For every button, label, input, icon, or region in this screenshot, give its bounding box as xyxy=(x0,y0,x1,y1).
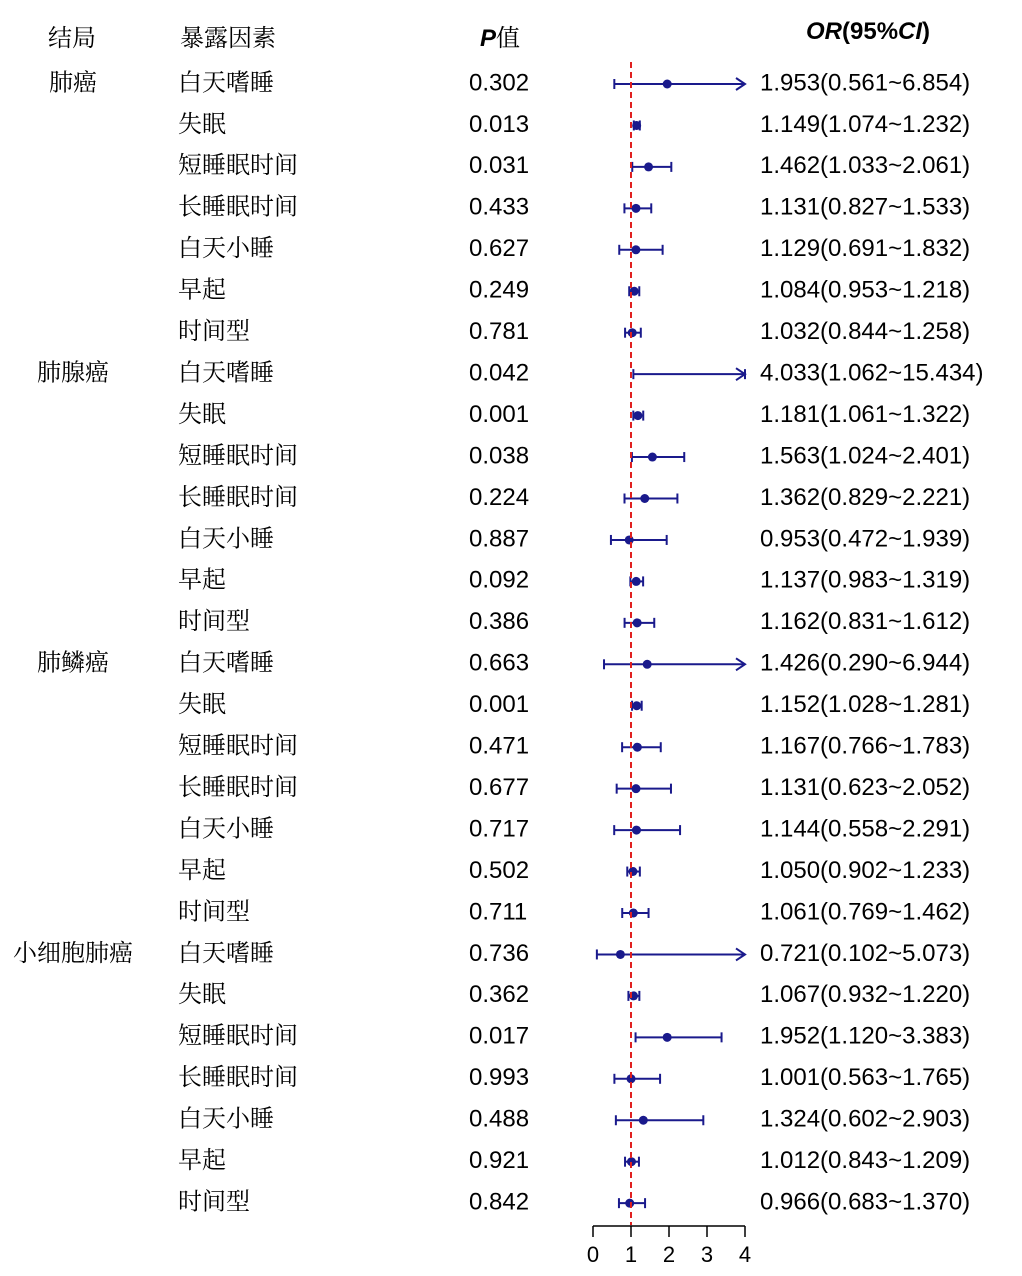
or-ci-label: 1.953(0.561~6.854) xyxy=(760,69,971,97)
or-ci-label: 1.032(0.844~1.258) xyxy=(760,318,971,346)
exposure-label: 长睡眠时间 xyxy=(178,773,298,801)
p-value: 0.993 xyxy=(469,1064,530,1092)
p-value: 0.717 xyxy=(469,815,530,843)
or-point xyxy=(616,950,625,959)
p-value: 0.921 xyxy=(469,1147,530,1175)
or-point xyxy=(640,494,649,503)
or-point xyxy=(632,121,641,130)
or-italic: OR xyxy=(806,18,842,45)
p-value: 0.038 xyxy=(469,442,530,470)
exposure-label: 白天嗜睡 xyxy=(178,359,274,387)
exposure-label: 白天嗜睡 xyxy=(178,69,274,97)
x-tick-label: 3 xyxy=(700,1241,714,1267)
or-point xyxy=(648,453,657,462)
or-ci-label: 1.324(0.602~2.903) xyxy=(760,1105,971,1133)
p-value: 0.224 xyxy=(469,483,530,511)
or-ci-label: 1.181(1.061~1.322) xyxy=(760,400,971,428)
or-point xyxy=(639,1116,648,1125)
or-point xyxy=(633,411,642,420)
or-point xyxy=(633,618,642,627)
or-point xyxy=(631,245,640,254)
or-ci-label: 1.137(0.983~1.319) xyxy=(760,566,971,594)
exposure-label: 短睡眠时间 xyxy=(178,442,298,470)
or-ci-label: 1.362(0.829~2.221) xyxy=(760,483,971,511)
exposure-label: 短睡眠时间 xyxy=(178,1022,298,1050)
outcome-label: 肺腺癌 xyxy=(37,359,109,387)
p-value: 0.001 xyxy=(469,691,530,719)
p-value: 0.017 xyxy=(469,1022,530,1050)
p-value: 0.362 xyxy=(469,981,530,1009)
or-ci-label: 1.131(0.623~2.052) xyxy=(760,773,971,801)
or-point xyxy=(663,80,672,89)
or-point xyxy=(625,535,634,544)
exposure-label: 早起 xyxy=(178,856,226,884)
p-value: 0.031 xyxy=(469,152,530,180)
or-ci-label: 1.162(0.831~1.612) xyxy=(760,608,971,636)
outcome-header: 结局 xyxy=(48,25,96,52)
exposure-label: 时间型 xyxy=(178,1188,250,1216)
exposure-label: 失眠 xyxy=(178,110,226,138)
or-ci-label: 1.067(0.932~1.220) xyxy=(760,981,971,1009)
exposure-label: 长睡眠时间 xyxy=(178,1064,298,1092)
p-value: 0.042 xyxy=(469,359,530,387)
exposure-label: 失眠 xyxy=(178,691,226,719)
outcome-label: 肺鳞癌 xyxy=(37,649,109,677)
p-value: 0.488 xyxy=(469,1105,530,1133)
or-ci-label: 1.167(0.766~1.783) xyxy=(760,732,971,760)
or-ci-label: 4.033(1.062~15.434) xyxy=(760,359,984,387)
exposure-label: 白天小睡 xyxy=(178,815,274,843)
or-point xyxy=(644,162,653,171)
exposure-label: 短睡眠时间 xyxy=(178,152,298,180)
or-end: ) xyxy=(922,18,931,45)
or-point xyxy=(632,826,641,835)
or-point xyxy=(631,204,640,213)
p-italic: P xyxy=(480,25,497,52)
p-value: 0.249 xyxy=(469,276,530,304)
exposure-label: 白天嗜睡 xyxy=(178,649,274,677)
p-value: 0.842 xyxy=(469,1188,530,1216)
or-point xyxy=(663,1033,672,1042)
p-value: 0.092 xyxy=(469,566,530,594)
or-ci-label: 1.952(1.120~3.383) xyxy=(760,1022,971,1050)
or-point xyxy=(633,743,642,752)
p-value: 0.502 xyxy=(469,856,530,884)
x-tick-label: 0 xyxy=(586,1241,600,1267)
p-value: 0.736 xyxy=(469,939,530,967)
or-ci-label: 1.152(1.028~1.281) xyxy=(760,691,971,719)
or-point xyxy=(632,577,641,586)
or-ci-label: 1.462(1.033~2.061) xyxy=(760,152,971,180)
exposure-label: 白天嗜睡 xyxy=(178,939,274,967)
or-ci-label: 1.144(0.558~2.291) xyxy=(760,815,971,843)
ci-italic: CI xyxy=(898,18,923,45)
or-mid: (95% xyxy=(842,18,899,45)
exposure-label: 时间型 xyxy=(178,608,250,636)
exposure-label: 失眠 xyxy=(178,400,226,428)
p-value: 0.013 xyxy=(469,110,530,138)
exposure-label: 早起 xyxy=(178,566,226,594)
x-tick-label: 2 xyxy=(662,1241,676,1267)
p-value: 0.302 xyxy=(469,69,530,97)
p-value: 0.781 xyxy=(469,318,530,346)
or-ci-label: 1.061(0.769~1.462) xyxy=(760,898,971,926)
p-value: 0.887 xyxy=(469,525,530,553)
p-value: 0.471 xyxy=(469,732,530,760)
p-suffix: 值 xyxy=(496,25,521,52)
or-ci-label: 1.001(0.563~1.765) xyxy=(760,1064,971,1092)
exposure-label: 早起 xyxy=(178,276,226,304)
p-value: 0.433 xyxy=(469,193,530,221)
exposure-label: 白天小睡 xyxy=(178,1105,274,1133)
p-value: 0.001 xyxy=(469,400,530,428)
exposure-label: 早起 xyxy=(178,1147,226,1175)
or-point xyxy=(628,867,637,876)
x-tick-label: 1 xyxy=(624,1241,638,1267)
or-ci-label: 1.012(0.843~1.209) xyxy=(760,1147,971,1175)
or-ci-label: 1.426(0.290~6.944) xyxy=(760,649,971,677)
or-point xyxy=(628,328,637,337)
exposure-header: 暴露因素 xyxy=(180,25,276,52)
or-ci-label: 1.563(1.024~2.401) xyxy=(760,442,971,470)
p-value: 0.711 xyxy=(469,898,528,926)
exposure-label: 时间型 xyxy=(178,898,250,926)
outcome-label: 小细胞肺癌 xyxy=(13,939,133,967)
or-point xyxy=(625,1199,634,1208)
or-ci-label: 1.149(1.074~1.232) xyxy=(760,110,971,138)
outcome-label: 肺癌 xyxy=(49,69,97,97)
exposure-label: 白天小睡 xyxy=(178,525,274,553)
p-value: 0.677 xyxy=(469,773,530,801)
or-point xyxy=(632,701,641,710)
exposure-label: 短睡眠时间 xyxy=(178,732,298,760)
p-value: 0.386 xyxy=(469,608,530,636)
or-ci-label: 1.084(0.953~1.218) xyxy=(760,276,971,304)
or-ci-label: 0.721(0.102~5.073) xyxy=(760,939,971,967)
exposure-label: 时间型 xyxy=(178,318,250,346)
or-ci-label: 0.966(0.683~1.370) xyxy=(760,1188,971,1216)
or-point xyxy=(643,660,652,669)
x-tick-label: 4 xyxy=(738,1241,752,1267)
or-ci-label: 0.953(0.472~1.939) xyxy=(760,525,971,553)
or-ci-label: 1.129(0.691~1.832) xyxy=(760,235,971,263)
or-point xyxy=(631,784,640,793)
p-value: 0.663 xyxy=(469,649,530,677)
exposure-label: 失眠 xyxy=(178,981,226,1009)
or-ci-label: 1.050(0.902~1.233) xyxy=(760,856,971,884)
exposure-label: 长睡眠时间 xyxy=(178,193,298,221)
exposure-label: 长睡眠时间 xyxy=(178,483,298,511)
or-ci-label: 1.131(0.827~1.533) xyxy=(760,193,971,221)
p-value: 0.627 xyxy=(469,235,530,263)
exposure-label: 白天小睡 xyxy=(178,235,274,263)
